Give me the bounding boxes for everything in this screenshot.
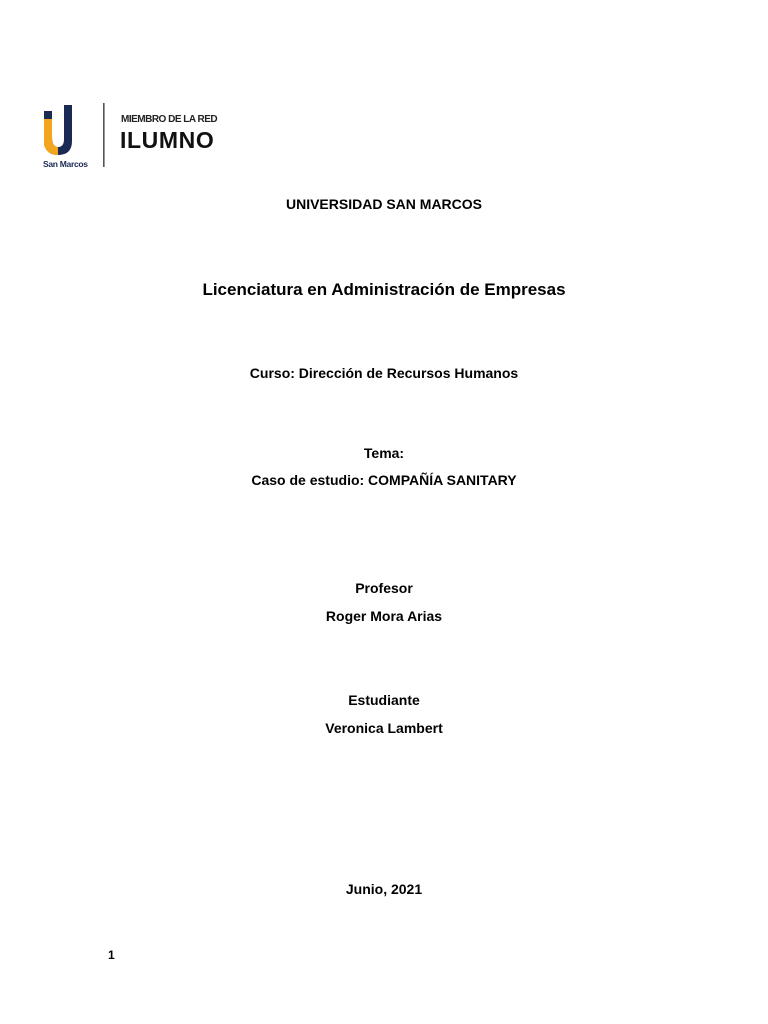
university-name: UNIVERSIDAD SAN MARCOS	[285, 196, 482, 212]
logo-brand-small: San Marcos	[43, 159, 88, 169]
professor-name: Roger Mora Arias	[325, 608, 443, 624]
logo-network-label: MIEMBRO DE LA RED	[121, 114, 218, 125]
u-emblem-orange	[44, 119, 58, 155]
topic-text: Caso de estudio: COMPAÑÍA SANITARY	[251, 472, 517, 488]
course-name: Curso: Dirección de Recursos Humanos	[249, 365, 519, 381]
degree-title: Licenciatura en Administración de Empresas	[202, 280, 566, 299]
student-label: Estudiante	[348, 692, 420, 708]
page-number: 1	[108, 948, 115, 962]
u-emblem-navy	[58, 105, 72, 155]
logo-divider	[103, 103, 105, 167]
san-marcos-ilumno-logo	[23, 97, 228, 182]
document-date: Junio, 2021	[345, 881, 423, 897]
student-name: Veronica Lambert	[325, 720, 443, 736]
topic-label: Tema:	[363, 445, 405, 461]
professor-label: Profesor	[355, 580, 413, 596]
logo-network-name: ILUMNO	[120, 127, 215, 153]
